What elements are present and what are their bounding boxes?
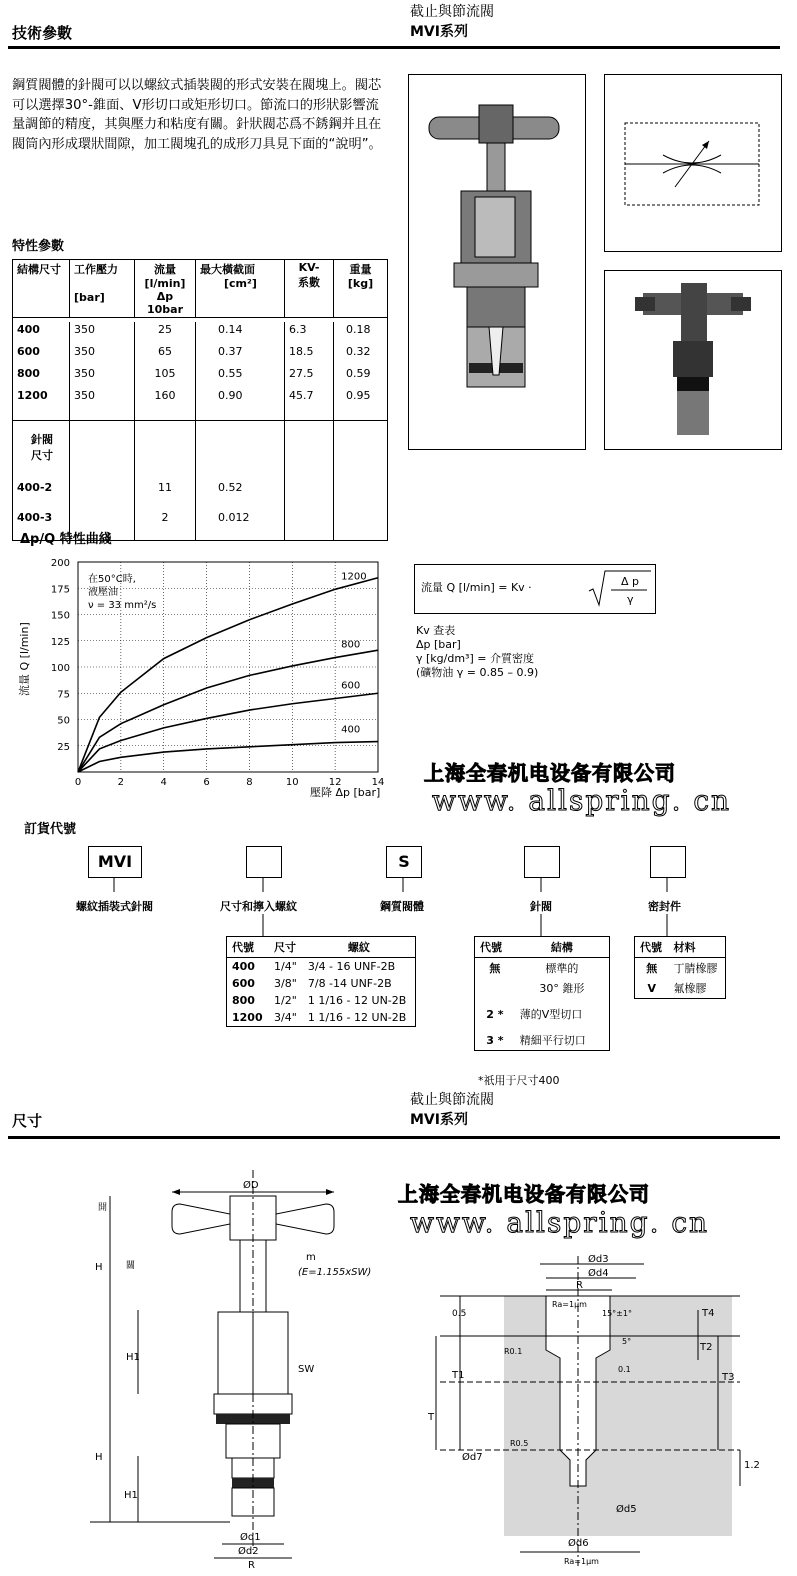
dim-t4: T4 bbox=[702, 1308, 715, 1319]
order-code-box-mvi: MVI bbox=[88, 846, 142, 878]
chart-annotation-1: 在50°C時, bbox=[88, 574, 136, 585]
dim-h-closed: 關 bbox=[126, 1261, 136, 1271]
dim-05: 0.5 bbox=[452, 1309, 467, 1319]
valve-symbol-frame bbox=[604, 74, 782, 252]
dim-12: 1.2 bbox=[744, 1460, 760, 1471]
needle-type-row: 3 * 精細平行切口 bbox=[486, 1033, 586, 1047]
dim-d3: Ød3 bbox=[588, 1254, 609, 1265]
y-tick-label: 50 bbox=[57, 715, 70, 727]
needle-size-label: 針閥 尺寸 bbox=[13, 421, 70, 481]
dim-d5: Ød5 bbox=[616, 1504, 637, 1515]
order-label-size: 尺寸和擰入螺紋 bbox=[220, 900, 297, 913]
dim-h1-upper: H1 bbox=[126, 1352, 140, 1363]
y-tick-label: 150 bbox=[50, 610, 70, 622]
y-tick-label: 200 bbox=[50, 558, 70, 569]
valve-drawing-frame bbox=[408, 74, 586, 450]
size-thread-table: 代號 尺寸 螺紋 400 1/4" 3/4 - 16 UNF-2B 600 3/8" 7/8 -14 UNF-2B 800 1/2" 1 1/16 - 12 UN-2B 1200 3/4" 1 1/16 - 12 UN-2B bbox=[226, 936, 416, 1027]
header-series: MVI系列 bbox=[410, 24, 468, 40]
order-label-body: 鋼質閥體 bbox=[380, 900, 424, 913]
chart-xlabel: 壓降 Δp [bar] bbox=[310, 786, 381, 799]
order-label-mvi: 螺紋插裝式針閥 bbox=[76, 900, 153, 913]
formula-lhs: 流量 Q [l/min] = Kv · bbox=[421, 581, 532, 594]
x-tick-label: 0 bbox=[74, 777, 82, 788]
intro-paragraph: 鋼質閥體的針閥可以以螺紋式插裝閥的形式安裝在閥塊上。閥芯可以選擇30°-錐面、V形切口或矩形切口。節流口的形狀影響流量調節的精度，其與壓力和粘度有關。針狀閥芯爲不銹鋼并且在閥筒內形成環狀間隙，加工閥塊孔的成形刀具見下面的“說明”。 bbox=[12, 78, 382, 152]
valve-cross-section-image bbox=[409, 75, 585, 449]
dim-d4: Ød4 bbox=[588, 1268, 609, 1279]
flow-pressure-chart bbox=[10, 548, 395, 806]
dim-d6: Ød6 bbox=[568, 1538, 589, 1549]
spec-header-kv: KV- 系數 bbox=[285, 260, 334, 318]
seal-material-table: 代號 材料 無 丁腈橡膠 V 氟橡膠 bbox=[634, 936, 726, 999]
series-label-600: 600 bbox=[341, 680, 361, 692]
spec-title: 特性參數 bbox=[12, 239, 65, 254]
formula-notes: Kv 查表 Δp [bar] γ [kg/dm³] = 介質密度 (礦物油 γ = 0.85 – 0.9) bbox=[416, 624, 539, 679]
formula-denominator: γ bbox=[627, 593, 634, 606]
size-row: 400 1/4" 3/4 - 16 UNF-2B bbox=[232, 960, 396, 973]
seal-row: V 氟橡膠 bbox=[647, 981, 707, 995]
x-tick-label: 6 bbox=[203, 777, 210, 788]
section-title-dimensions: 尺寸 bbox=[12, 1112, 43, 1130]
series-label-800: 800 bbox=[341, 639, 361, 651]
watermark-company: 上海全春机电设备有限公司 bbox=[424, 761, 676, 785]
formula-numerator: Δ p bbox=[621, 575, 640, 588]
spec-row: 600 350 65 0.37 18.5 0.32 bbox=[13, 344, 388, 366]
order-code-box-size bbox=[246, 846, 282, 878]
x-tick-label: 8 bbox=[246, 777, 253, 788]
chart-annotation-2: 液壓油 bbox=[88, 587, 118, 598]
dim-r05: R0.5 bbox=[510, 1439, 529, 1448]
header2-series: MVI系列 bbox=[410, 1112, 468, 1128]
watermark-company-2: 上海全春机电设备有限公司 bbox=[398, 1182, 650, 1206]
order-label-needle: 針閥 bbox=[530, 900, 552, 913]
dim-d1: Ød1 bbox=[240, 1532, 261, 1543]
chart-annotation-3: ν = 33 mm²/s bbox=[88, 600, 157, 611]
flow-formula-box bbox=[414, 564, 656, 614]
needle-footnote: *祇用于尺寸400 bbox=[478, 1074, 560, 1087]
dim-e-formula: (E=1.155xSW) bbox=[298, 1267, 372, 1278]
header-rule bbox=[8, 46, 780, 49]
series-line-800 bbox=[78, 650, 378, 772]
needle-type-row: 無 標準的 bbox=[489, 962, 579, 975]
dim-h-lower: H bbox=[95, 1452, 103, 1463]
dim-em: m bbox=[306, 1252, 316, 1263]
throttle-valve-symbol bbox=[605, 75, 781, 251]
x-tick-label: 4 bbox=[160, 777, 167, 788]
chart-title: Δp/Q 特性曲綫 bbox=[20, 532, 112, 547]
y-tick-label: 175 bbox=[50, 584, 70, 596]
size-row: 1200 3/4" 1 1/16 - 12 UN-2B bbox=[232, 1011, 407, 1024]
spec-table bbox=[12, 259, 388, 541]
dim-ra-top: Ra=1µm bbox=[552, 1300, 587, 1309]
series-line-600 bbox=[78, 693, 378, 772]
order-code-box-needle bbox=[524, 846, 560, 878]
x-tick-label: 14 bbox=[371, 777, 385, 788]
spec-row: 400 350 25 0.14 6.3 0.18 bbox=[13, 322, 388, 344]
watermark-url-2: www. allspring. cn bbox=[410, 1206, 710, 1239]
needle-type-table: 代號 結構 無 標準的 30° 錐形 2 * 薄的V型切口 3 * 精細平行切口 bbox=[474, 936, 610, 1051]
spec-header-size: 結構尺寸 bbox=[13, 260, 70, 318]
dim-r01: R0.1 bbox=[504, 1347, 523, 1356]
size-row: 600 3/8" 7/8 -14 UNF-2B bbox=[232, 977, 392, 990]
x-tick-label: 10 bbox=[285, 777, 299, 788]
spec-row: 800 350 105 0.55 27.5 0.59 bbox=[13, 366, 388, 388]
spec-header-pressure: 工作壓力 [bar] bbox=[70, 260, 135, 318]
dim-t3: T3 bbox=[722, 1372, 735, 1383]
dim-sw: SW bbox=[298, 1364, 315, 1375]
chart-ylabel: 流量 Q [l/min] bbox=[18, 622, 31, 696]
sqrt-icon bbox=[587, 569, 651, 609]
dim-t: T bbox=[428, 1412, 435, 1423]
y-tick-label: 75 bbox=[57, 689, 70, 701]
dim-h-open: 開 bbox=[98, 1203, 108, 1213]
needle-row: 400-2 11 0.52 bbox=[13, 480, 388, 510]
y-tick-label: 125 bbox=[50, 636, 70, 648]
order-code-box-body: S bbox=[386, 846, 422, 878]
dim-d7: Ød7 bbox=[462, 1452, 483, 1463]
valve-photo-image bbox=[605, 271, 781, 449]
header2-rule bbox=[8, 1136, 780, 1139]
y-tick-label: 25 bbox=[57, 741, 70, 753]
watermark-url: www. allspring. cn bbox=[432, 784, 732, 817]
series-label-1200: 1200 bbox=[341, 571, 367, 583]
spec-header-area: 最大橫截面 [cm²] bbox=[196, 260, 285, 318]
dim-t1: T1 bbox=[452, 1370, 465, 1381]
dim-od: ØD bbox=[243, 1180, 259, 1191]
series-label-400: 400 bbox=[341, 724, 361, 736]
order-label-seal: 密封件 bbox=[648, 900, 681, 913]
valve-photo-frame bbox=[604, 270, 782, 450]
dim-r-right: R bbox=[576, 1280, 583, 1291]
header-product-name: 截止與節流閥 bbox=[410, 4, 494, 20]
spec-row: 1200 350 160 0.90 45.7 0.95 bbox=[13, 388, 388, 410]
series-line-400 bbox=[78, 742, 378, 772]
dim-t2: T2 bbox=[700, 1342, 713, 1353]
dim-ra-bottom: Ra=1µm bbox=[564, 1557, 599, 1566]
seal-row: 無 丁腈橡膠 bbox=[646, 962, 718, 975]
spec-header-flow: 流量 [l/min] Δp 10bar bbox=[135, 260, 196, 318]
dim-angle5: 5° bbox=[622, 1337, 632, 1346]
x-tick-label: 2 bbox=[117, 777, 125, 788]
dim-angle15: 15°±1° bbox=[602, 1309, 632, 1318]
valve-dimension-drawing bbox=[0, 1150, 400, 1576]
y-tick-label: 100 bbox=[50, 663, 70, 674]
dim-h-upper: H bbox=[95, 1262, 103, 1273]
dim-h1-lower: H1 bbox=[124, 1490, 138, 1501]
spec-header-weight: 重量 [kg] bbox=[334, 260, 388, 318]
header2-product-name: 截止與節流閥 bbox=[410, 1092, 494, 1108]
needle-type-row: 30° 錐形 bbox=[539, 982, 585, 995]
size-row: 800 1/2" 1 1/16 - 12 UN-2B bbox=[232, 994, 407, 1007]
dim-d2: Ød2 bbox=[238, 1546, 259, 1557]
needle-row: 400-3 2 0.012 bbox=[13, 510, 388, 540]
x-tick-label: 12 bbox=[328, 777, 342, 788]
dim-r-left: R bbox=[248, 1560, 255, 1571]
order-title: 訂貨代號 bbox=[24, 822, 77, 837]
cavity-dimension-drawing bbox=[400, 1250, 790, 1576]
order-code-box-seal bbox=[650, 846, 686, 878]
dim-01: 0.1 bbox=[618, 1365, 631, 1374]
section-title-technical: 技術參數 bbox=[12, 24, 73, 42]
needle-type-row: 2 * 薄的V型切口 bbox=[486, 1007, 583, 1021]
